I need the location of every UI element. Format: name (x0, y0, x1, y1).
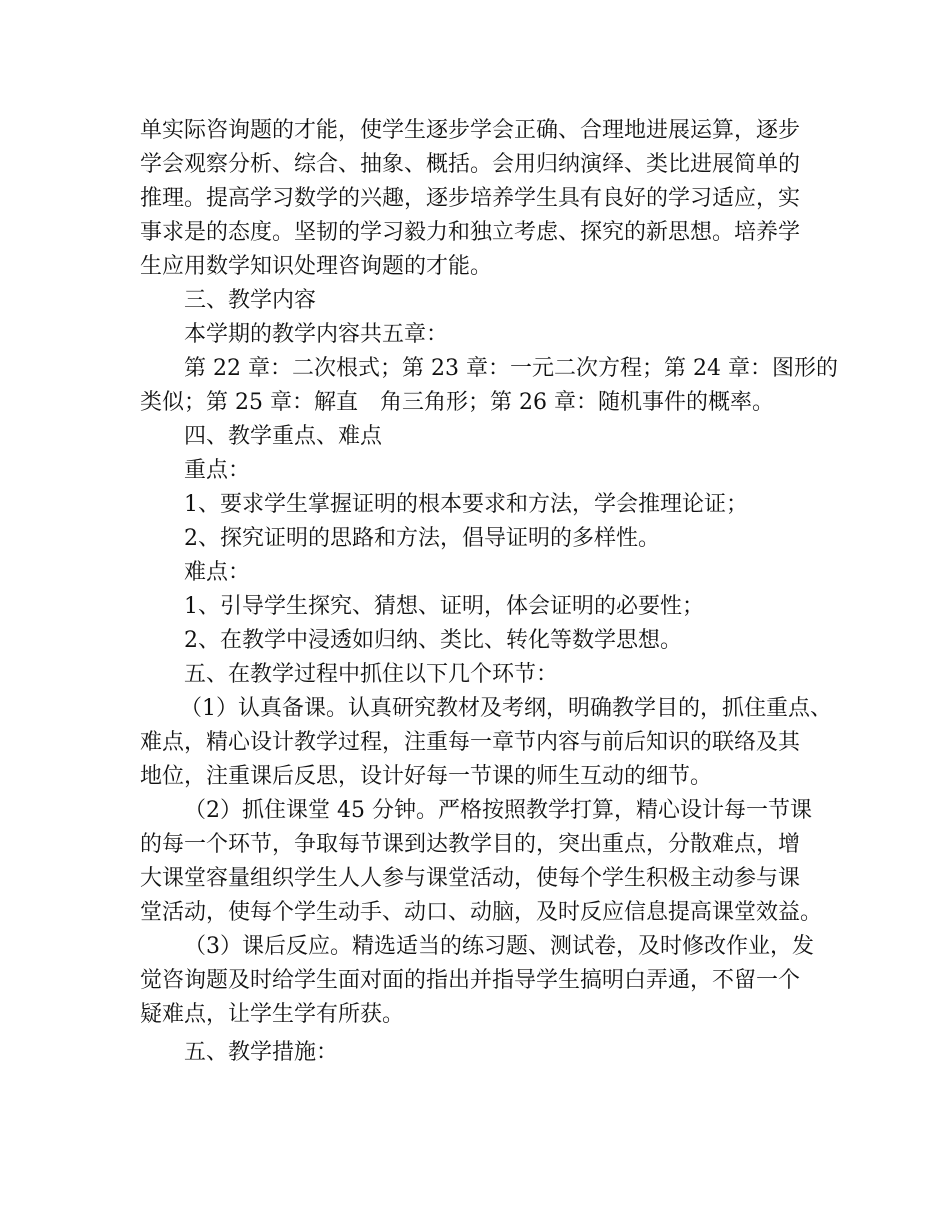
section-intro: 本学期的教学内容共五章： (184, 322, 449, 347)
text-line: （1）认真备课。认真研究教材及考纲，明确教学目的，抓住重点、 (180, 696, 832, 721)
text-line: 事求是的态度。坚韧的学习毅力和独立考虑、探究的新思想。培养学 (140, 220, 801, 245)
text-line: 觉咨询题及时给学生面对面的指出并指导学生搞明白弄通，不留一个 (140, 968, 801, 993)
text-line: 难点，精心设计教学过程，注重每一章节内容与前后知识的联络及其 (140, 730, 801, 755)
text-line: 地位，注重课后反思，设计好每一节课的师生互动的细节。 (140, 764, 713, 789)
text-line: 第 22 章：二次根式；第 23 章：一元二次方程；第 24 章：图形的 (184, 356, 838, 381)
difficult-points-label: 难点： (184, 560, 251, 585)
section-heading-teaching-content: 三、教学内容 (184, 288, 317, 313)
key-point-item: 2、探究证明的思路和方法，倡导证明的多样性。 (184, 526, 660, 551)
text-line: 生应用数学知识处理咨询题的才能。 (140, 254, 493, 279)
text-line: （2）抓住课堂 45 分钟。严格按照教学打算，精心设计每一节课 (184, 798, 812, 823)
text-line: （3）课后反应。精选适当的练习题、测试卷，及时修改作业，发 (184, 934, 814, 959)
step-feedback (140, 930, 820, 1032)
document-body (140, 114, 838, 1070)
text-line: 推理。提高学习数学的兴趣，逐步培养学生具有良好的学习适应，实 (140, 186, 801, 211)
text-line: 类似；第 25 章：解直 角三角形；第 26 章：随机事件的概率。 (140, 390, 774, 415)
paragraph-goals (140, 114, 820, 284)
difficult-point-item: 1、引导学生探究、猜想、证明，体会证明的必要性； (184, 594, 704, 619)
section-heading-process: 五、在教学过程中抓住以下几个环节： (184, 662, 559, 687)
section-heading-key-difficult: 四、教学重点、难点 (184, 424, 383, 449)
key-points-label: 重点： (184, 458, 251, 483)
text-line: 学会观察分析、综合、抽象、概括。会用归纳演绎、类比进展简单的 (140, 152, 801, 177)
section-heading-measures: 五、教学措施： (184, 1040, 339, 1065)
text-line: 的每一个环节，争取每节课到达教学目的，突出重点，分散难点，增 (140, 832, 801, 857)
difficult-point-item: 2、在教学中浸透如归纳、类比、转化等数学思想。 (184, 628, 682, 653)
step-classroom (140, 794, 823, 930)
step-preparation (140, 692, 832, 794)
chapter-list (140, 352, 838, 420)
text-line: 疑难点，让学生学有所获。 (140, 1002, 405, 1027)
text-line: 大课堂容量组织学生人人参与课堂活动，使每个学生积极主动参与课 (140, 866, 801, 891)
key-point-item: 1、要求学生掌握证明的根本要求和方法，学会推理论证； (184, 492, 748, 517)
text-line: 堂活动，使每个学生动手、动口、动脑，及时反应信息提高课堂效益。 (140, 900, 823, 925)
text-line: 单实际咨询题的才能，使学生逐步学会正确、合理地进展运算，逐步 (140, 118, 801, 143)
